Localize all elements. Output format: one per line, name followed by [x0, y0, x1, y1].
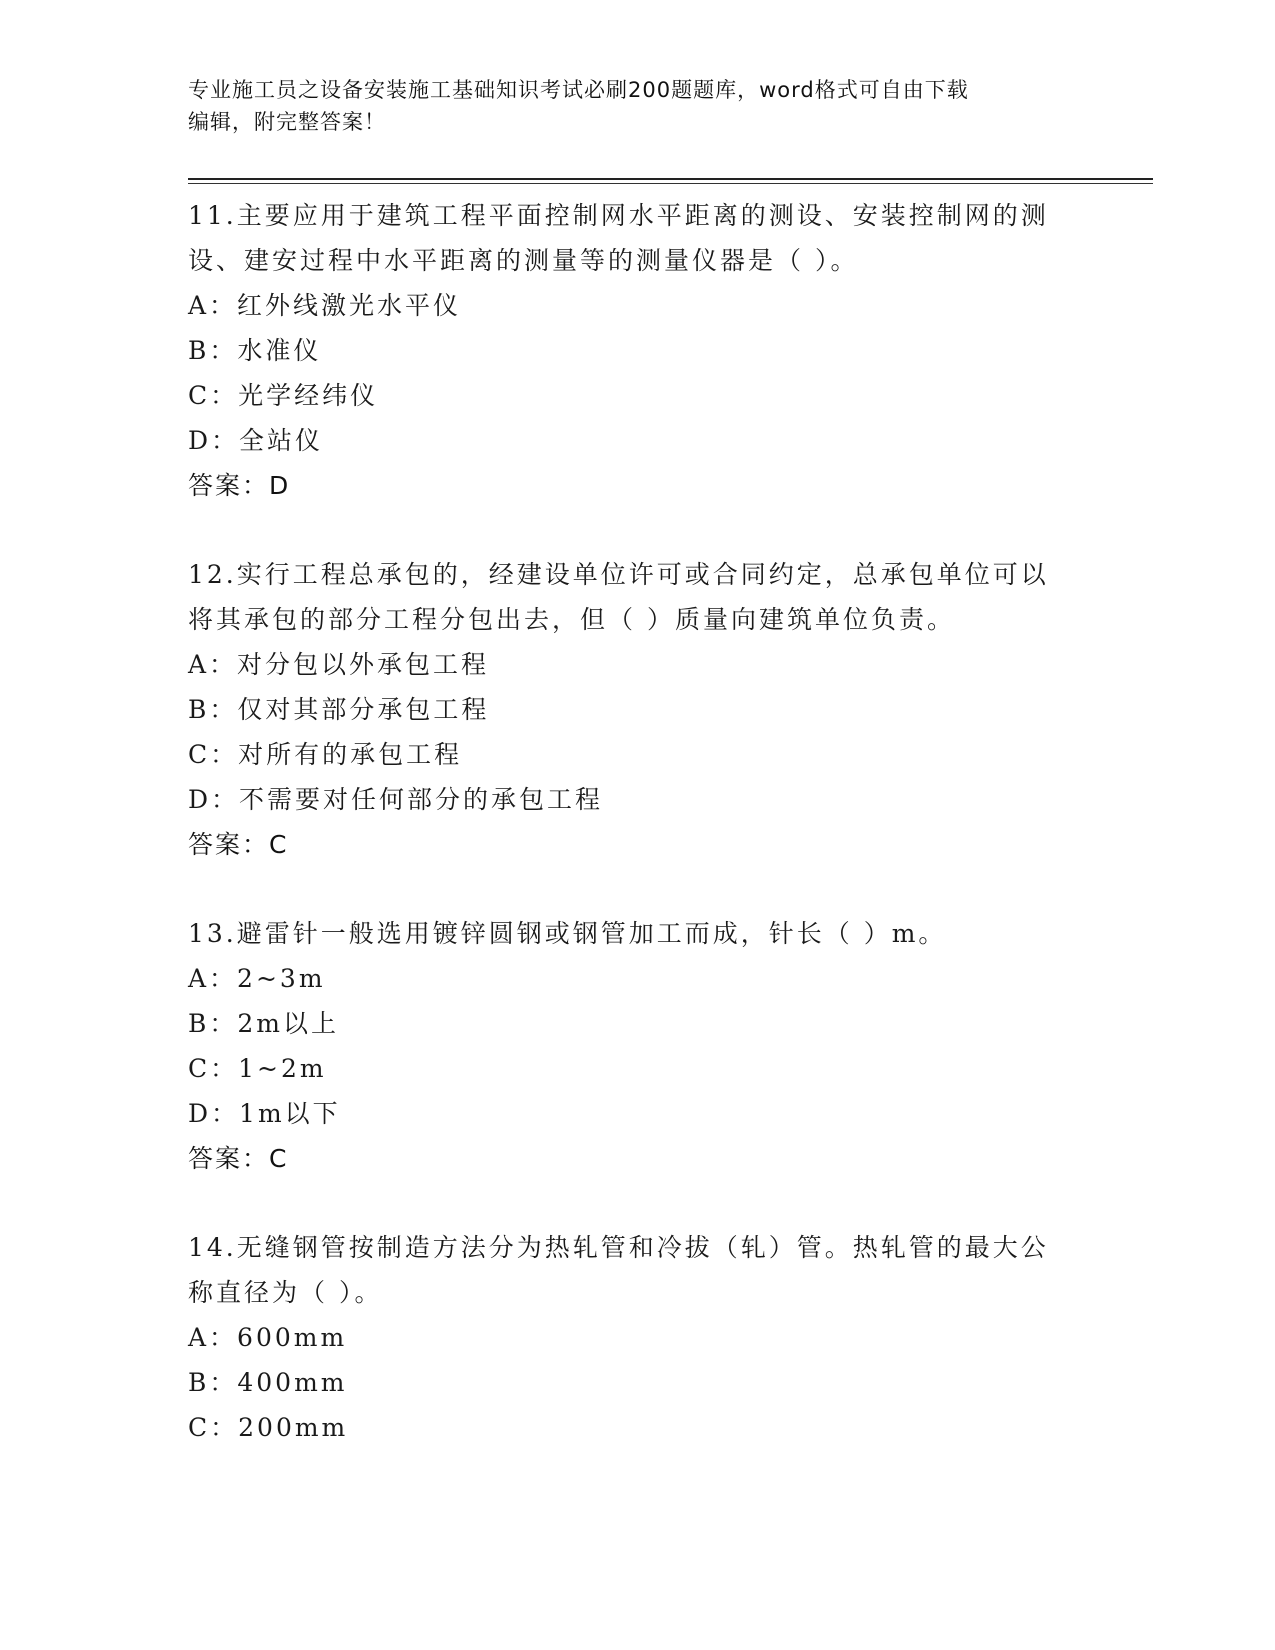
question-stem-line: 将其承包的部分工程分包出去，但（ ）质量向建筑单位负责。 — [188, 605, 955, 634]
option-d: D：1m以下 — [188, 1099, 341, 1128]
question-stem-line: 设、建安过程中水平距离的测量等的测量仪器是（ ）。 — [188, 246, 859, 275]
answer-line: 答案：C — [188, 1144, 289, 1173]
option-c: C：对所有的承包工程 — [188, 740, 463, 769]
answer-line: 答案：D — [188, 471, 291, 500]
option-b: B：仅对其部分承包工程 — [188, 695, 490, 724]
option-a: A：红外线激光水平仪 — [188, 291, 462, 320]
option-b: B：2m以上 — [188, 1009, 339, 1038]
question-stem-line: 11.主要应用于建筑工程平面控制网水平距离的测设、安装控制网的测 — [188, 201, 1049, 230]
question-13 — [188, 911, 1088, 1181]
option-d: D：不需要对任何部分的承包工程 — [188, 785, 604, 814]
header-divider-thin — [188, 183, 1153, 184]
question-12 — [188, 552, 1088, 867]
header-line-1: 专业施工员之设备安装施工基础知识考试必刷200题题库，word格式可自由下载 — [188, 78, 969, 102]
header-divider-thick — [188, 178, 1153, 180]
option-b: B：400mm — [188, 1368, 348, 1397]
question-stem-line: 12.实行工程总承包的，经建设单位许可或合同约定，总承包单位可以 — [188, 560, 1049, 589]
question-stem-line: 13.避雷针一般选用镀锌圆钢或钢管加工而成，针长（ ）m。 — [188, 919, 947, 948]
option-a: A：对分包以外承包工程 — [188, 650, 490, 679]
question-14 — [188, 1225, 1088, 1450]
option-a: A：600mm — [188, 1323, 348, 1352]
option-c: C：光学经纬仪 — [188, 381, 379, 410]
question-list — [188, 193, 1088, 1494]
option-c: C：1~2m — [188, 1054, 327, 1083]
header-line-2: 编辑，附完整答案！ — [188, 110, 386, 134]
option-b: B：水准仪 — [188, 336, 322, 365]
question-11 — [188, 193, 1088, 508]
option-a: A：2~3m — [188, 964, 326, 993]
question-stem-line: 称直径为（ ）。 — [188, 1278, 383, 1307]
option-c: C：200mm — [188, 1413, 349, 1442]
question-stem-line: 14.无缝钢管按制造方法分为热轧管和冷拔（轧）管。热轧管的最大公 — [188, 1233, 1049, 1262]
option-d: D：全站仪 — [188, 426, 324, 455]
document-header — [188, 74, 1068, 138]
answer-line: 答案：C — [188, 830, 289, 859]
